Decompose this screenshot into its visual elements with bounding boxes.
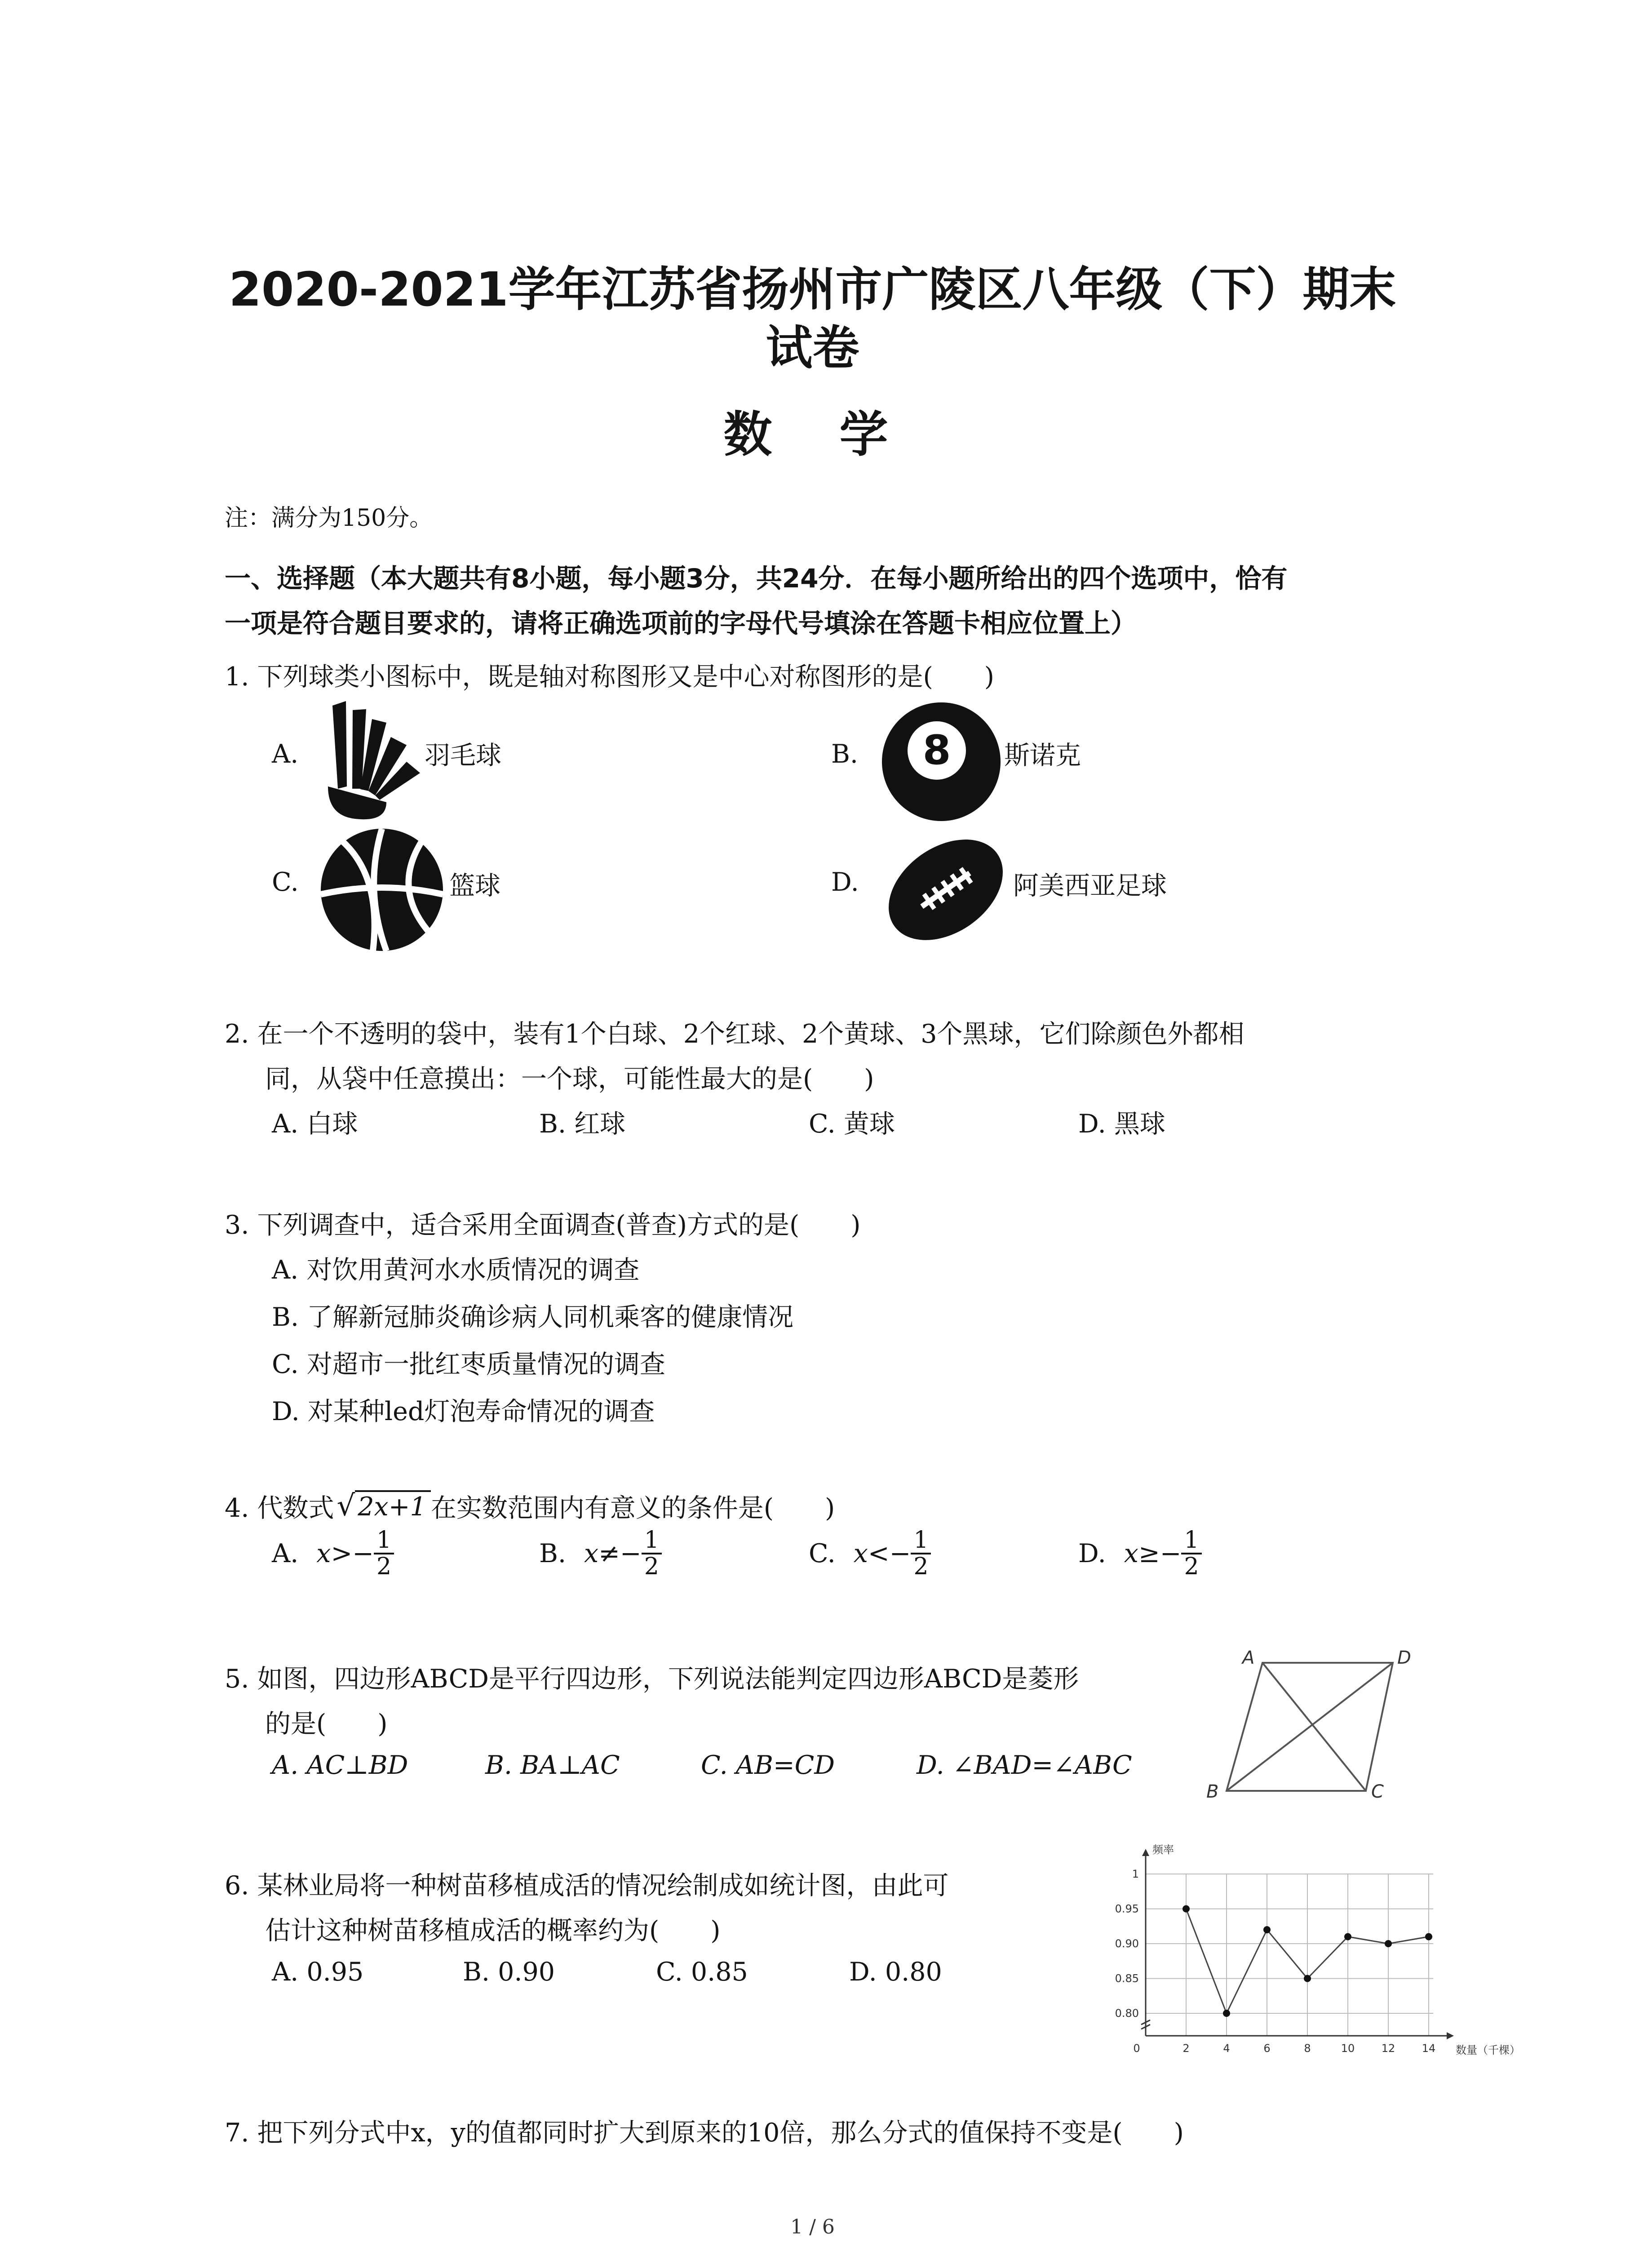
fraction-denominator: 2 xyxy=(376,1553,392,1580)
q4-option-c xyxy=(809,1528,931,1579)
q4-option-a-fraction xyxy=(374,1528,394,1579)
vertex-c-label: C xyxy=(1371,1781,1384,1802)
x-tick-label: 10 xyxy=(1341,2042,1355,2055)
section1-heading-line2: 一项是符合题目要求的，请将正确选项前的字母代号填涂在答题卡相应位置上） xyxy=(225,608,1137,639)
x-tick-label: 14 xyxy=(1422,2042,1436,2055)
q5-stem-line2: 的是( ) xyxy=(265,1709,388,1739)
q6-stem-line2: 估计这种树苗移植成活的概率约为( ) xyxy=(265,1916,721,1945)
q4-option-b xyxy=(539,1528,662,1579)
q4-stem-suffix: 在实数范围内有意义的条件是( ) xyxy=(430,1493,835,1523)
q4-option-d-lhs: x≥− xyxy=(1124,1538,1182,1568)
q2-option-a: A. 白球 xyxy=(272,1109,358,1139)
q4-option-d-letter: D. xyxy=(1078,1538,1106,1568)
q4-radicand: 2x+1 xyxy=(355,1490,430,1522)
y-axis-arrow-icon xyxy=(1142,1849,1149,1856)
data-point xyxy=(1344,1933,1351,1941)
q2-option-b: B. 红球 xyxy=(539,1109,626,1139)
q6-option-a: A. 0.95 xyxy=(272,1957,364,1987)
q4-stem xyxy=(225,1488,835,1524)
fraction-denominator: 2 xyxy=(1184,1553,1199,1580)
q4-option-b-lhs: x≠− xyxy=(584,1538,642,1568)
fraction-denominator: 2 xyxy=(913,1553,929,1580)
q4-option-d-fraction xyxy=(1181,1528,1201,1579)
q1-option-d-letter: D. xyxy=(831,867,859,897)
q1-stem: 1. 下列球类小图标中，既是轴对称图形又是中心对称图形的是( ) xyxy=(225,662,994,692)
radical-sign-icon: √ xyxy=(337,1489,355,1523)
q4-option-a-letter: A. xyxy=(272,1538,299,1568)
y-tick-label: 1 xyxy=(1132,1868,1139,1880)
badminton-shuttlecock-icon xyxy=(314,701,427,822)
billiard-8-ball-icon xyxy=(881,701,1002,822)
x-tick-label: 2 xyxy=(1183,2042,1190,2055)
q4-option-c-lhs: x<− xyxy=(853,1538,911,1568)
exam-note: 注：满分为150分。 xyxy=(225,505,433,532)
q4-option-b-fraction xyxy=(642,1528,662,1579)
y-axis-label: 频率 xyxy=(1152,1843,1174,1856)
data-point xyxy=(1183,1905,1190,1913)
q1-option-b-label: 斯诺克 xyxy=(1004,741,1081,770)
q5-option-d: D. ∠BAD=∠ABC xyxy=(917,1750,1132,1780)
exam-title-line2: 试卷 xyxy=(766,320,859,375)
y-tick-label: 0.90 xyxy=(1115,1937,1139,1950)
q4-option-c-fraction xyxy=(911,1528,931,1579)
q3-option-b: B. 了解新冠肺炎确诊病人同机乘客的健康情况 xyxy=(272,1302,794,1332)
q6-option-c: C. 0.85 xyxy=(656,1957,748,1987)
q4-option-c-letter: C. xyxy=(809,1538,836,1568)
x-tick-label: 12 xyxy=(1381,2042,1395,2055)
vertex-a-label: A xyxy=(1242,1648,1255,1668)
fraction-numerator: 1 xyxy=(642,1528,662,1554)
vertex-d-label: D xyxy=(1397,1648,1411,1668)
exam-title-line1: 2020-2021学年江苏省扬州市广陵区八年级（下）期末 xyxy=(229,262,1396,317)
data-point xyxy=(1263,1926,1271,1933)
y-tick-label: 0.85 xyxy=(1115,1972,1139,1985)
q1-option-c-label: 篮球 xyxy=(449,871,500,901)
q5-option-b: B. BA⊥AC xyxy=(485,1750,620,1780)
q1-option-d-label: 阿美西亚足球 xyxy=(1013,871,1167,901)
q4-option-d xyxy=(1078,1528,1202,1579)
fraction-numerator: 1 xyxy=(911,1528,931,1554)
subject-title: 数学 xyxy=(723,407,956,463)
q6-option-b: B. 0.90 xyxy=(463,1957,555,1987)
page-number: 1 / 6 xyxy=(790,2216,835,2238)
q6-option-d: D. 0.80 xyxy=(849,1957,942,1987)
x-tick-label: 4 xyxy=(1223,2042,1230,2055)
x-tick-label: 8 xyxy=(1304,2042,1311,2055)
q5-option-a: A. AC⊥BD xyxy=(272,1750,408,1780)
q1-option-c-letter: C. xyxy=(272,867,299,897)
data-point xyxy=(1304,1975,1311,1982)
q3-option-d: D. 对某种led灯泡寿命情况的调查 xyxy=(272,1397,655,1426)
q2-option-c: C. 黄球 xyxy=(809,1109,895,1139)
y-tick-label: 0.95 xyxy=(1115,1902,1139,1915)
q6-stem-line1: 6. 某林业局将一种树苗移植成活的情况绘制成如统计图，由此可 xyxy=(225,1871,949,1901)
q2-stem-line2: 同，从袋中任意摸出：一个球，可能性最大的是( ) xyxy=(265,1064,874,1094)
fraction-denominator: 2 xyxy=(644,1553,659,1580)
q4-option-a xyxy=(272,1528,394,1579)
q4-option-b-letter: B. xyxy=(539,1538,567,1568)
data-point xyxy=(1385,1940,1392,1947)
q3-option-a: A. 对饮用黄河水水质情况的调查 xyxy=(272,1255,640,1285)
section1-heading-line1: 一、选择题（本大题共有8小题，每小题3分，共24分．在每小题所给出的四个选项中，恰有 xyxy=(225,563,1288,594)
x-tick-label: 6 xyxy=(1263,2042,1271,2055)
american-football-icon xyxy=(881,827,1011,953)
q2-stem-line1: 2. 在一个不透明的袋中，装有1个白球、2个红球、2个黄球、3个黑球，它们除颜色外都相 xyxy=(225,1019,1245,1049)
fraction-numerator: 1 xyxy=(374,1528,394,1554)
survival-rate-line-chart xyxy=(1096,1843,1520,2056)
x-axis-arrow-icon xyxy=(1447,2032,1454,2039)
q5-stem-line1: 5. 如图，四边形ABCD是平行四边形，下列说法能判定四边形ABCD是菱形 xyxy=(225,1664,1079,1694)
data-point xyxy=(1425,1933,1432,1941)
basketball-icon xyxy=(319,827,445,953)
vertex-b-label: B xyxy=(1206,1781,1219,1802)
q3-option-c: C. 对超市一批红枣质量情况的调查 xyxy=(272,1350,665,1379)
q1-option-a-label: 羽毛球 xyxy=(425,741,501,770)
parallelogram-figure xyxy=(1195,1645,1483,1807)
x-tick-label: 0 xyxy=(1133,2042,1140,2055)
fraction-numerator: 1 xyxy=(1181,1528,1201,1554)
q1-option-a-letter: A. xyxy=(272,739,299,769)
q4-option-a-lhs: x>− xyxy=(316,1538,374,1568)
q1-option-b-letter: B. xyxy=(831,739,859,769)
q7-stem: 7. 把下列分式中x，y的值都同时扩大到原来的10倍，那么分式的值保持不变是( ) xyxy=(225,2118,1184,2148)
q2-option-d: D. 黑球 xyxy=(1078,1109,1165,1139)
eight-ball-glyph: 8 xyxy=(922,727,951,774)
q3-stem: 3. 下列调查中，适合采用全面调查(普查)方式的是( ) xyxy=(225,1210,861,1240)
q4-stem-prefix: 4. 代数式 xyxy=(225,1493,334,1523)
x-axis-label: 数量（千棵） xyxy=(1456,2044,1520,2056)
y-tick-label: 0.80 xyxy=(1115,2007,1139,2020)
data-point xyxy=(1223,2010,1230,2017)
q5-option-c: C. AB=CD xyxy=(701,1750,835,1780)
